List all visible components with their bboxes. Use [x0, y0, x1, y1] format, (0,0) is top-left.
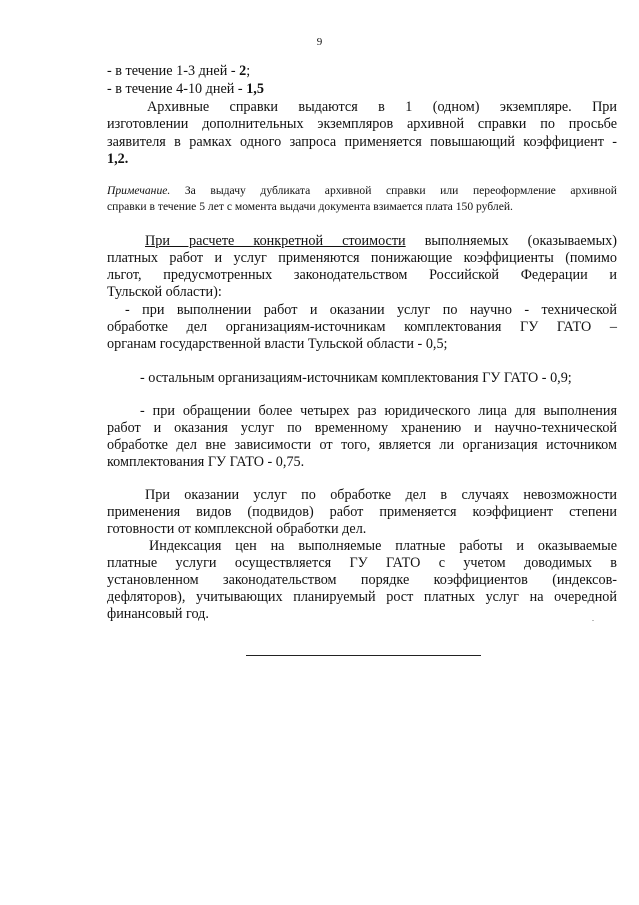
term-1-3-value: 2	[239, 63, 247, 79]
processing-line-3: готовности от комплексной обработки дел.	[107, 521, 367, 537]
note-line-1	[107, 183, 617, 198]
indexation-line-3: установленном законодательством порядке коэффициентов (индексов-	[107, 572, 617, 588]
calc-underlined: При расчете конкретной стоимости	[145, 233, 406, 249]
page-number: 9	[316, 36, 323, 48]
item1-line-2: обработке дел организациям-источникам комплектования ГУ ГАТО –	[107, 319, 617, 335]
calc-line-2: платных работ и услуг применяются понижающие коэффициенты (помимо	[107, 250, 617, 266]
indexation-line-1: Индексация цен на выполняемые платные работы и оказываемые	[149, 538, 617, 554]
term-4-10-value: 1,5	[246, 81, 264, 97]
note-label: Примечание.	[107, 184, 171, 197]
note-text-1: За выдачу дубликата архивной справки или переоформление архивной	[170, 184, 617, 197]
term-1-3-text: - в течение 1-3 дней -	[107, 63, 240, 79]
copies-line-2: изготовлении дополнительных экземпляров архивной справки по просьбе	[107, 116, 617, 132]
item2-line-1: - остальным организациям-источникам комплектования ГУ ГАТО - 0,9;	[140, 370, 572, 386]
indexation-line-4: дефляторов), учитывающих планируемый рост платных услуг на очередной	[107, 589, 617, 605]
item3-line-1: - при обращении более четырех раз юридического лица для выполнения	[140, 403, 617, 419]
processing-line-2: применения видов (подвидов) работ применяется коэффициент степени	[107, 504, 617, 520]
term-4-10-text: - в течение 4-10 дней -	[107, 81, 247, 97]
item1-line-1: - при выполнении работ и оказании услуг по научно - технической	[125, 302, 617, 318]
indexation-line-2: платные услуги осуществляется ГУ ГАТО с учетом доводимых в	[107, 555, 617, 571]
item1-line-3: органам государственной власти Тульской области - 0,5;	[107, 336, 448, 352]
copies-line-3: заявителя в рамках одного запроса применяется повышающий коэффициент -	[107, 134, 617, 150]
item3-line-2: работ и оказания услуг по временному хранению и научно-технической	[107, 420, 617, 436]
processing-line-1: При оказании услуг по обработке дел в случаях невозможности	[145, 487, 617, 503]
calc-text-1: выполняемых (оказываемых)	[405, 233, 617, 249]
term-1-3-line	[107, 63, 617, 80]
copies-line-1: Архивные справки выдаются в 1 (одном) экземпляре. При	[147, 99, 617, 115]
copies-coefficient: 1,2.	[107, 151, 129, 167]
term-4-10-line	[107, 81, 617, 98]
indexation-line-5: финансовый год.	[107, 606, 209, 622]
scan-speck	[592, 620, 594, 621]
closing-rule	[246, 655, 481, 656]
note-line-2: справки в течение 5 лет с момента выдачи документа взимается плата 150 рублей.	[107, 200, 513, 213]
calc-line-4: Тульской области):	[107, 284, 222, 300]
item3-line-4: комплектования ГУ ГАТО - 0,75.	[107, 454, 305, 470]
item3-line-3: обработке дел вне зависимости от того, является ли организация источником	[107, 437, 617, 453]
term-1-3-end: ;	[246, 63, 251, 79]
calc-line-1	[145, 233, 617, 250]
calc-line-3: льгот, предусмотренных законодательством Российской Федерации и	[107, 267, 617, 283]
